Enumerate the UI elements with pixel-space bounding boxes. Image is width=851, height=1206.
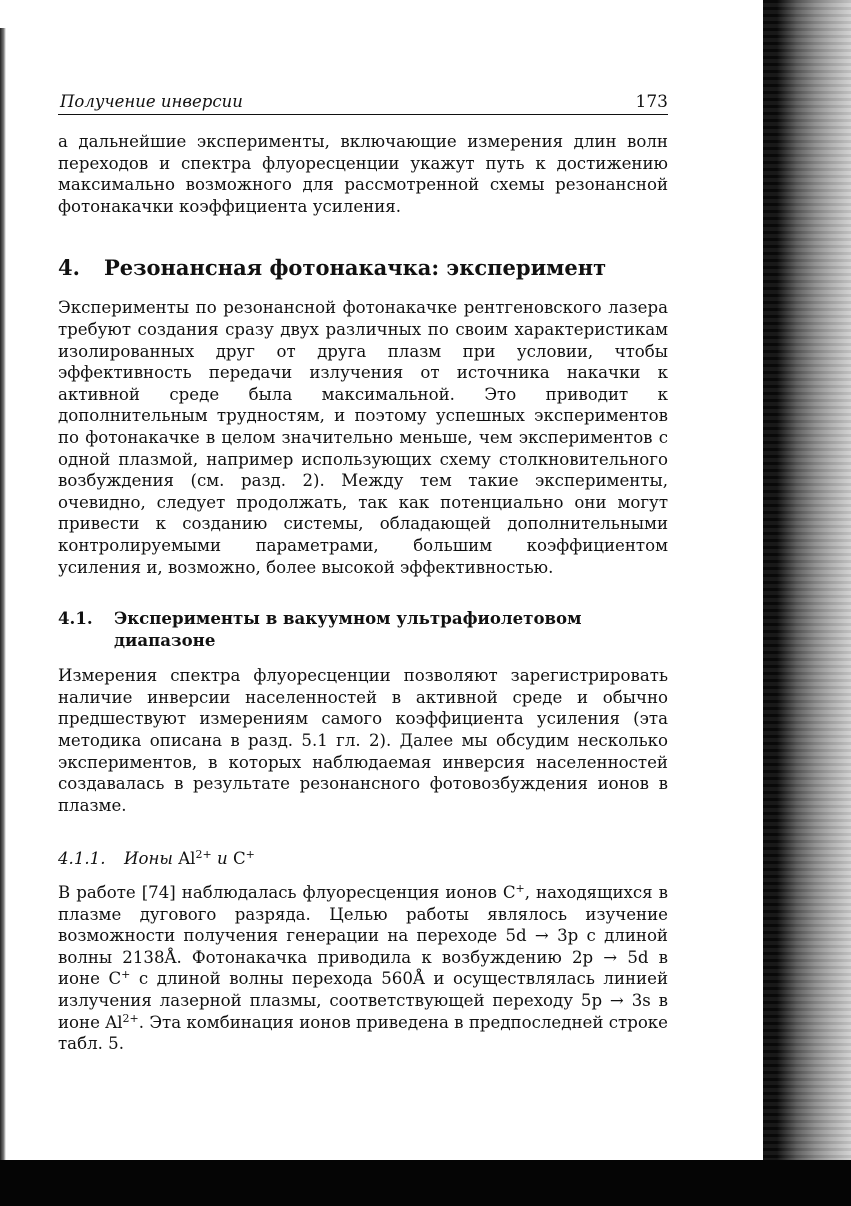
section-4-title: Резонансная фотонакачка: эксперимент — [104, 255, 607, 281]
scan-edge-right — [763, 0, 851, 1206]
scan-edge-bottom — [0, 1160, 851, 1206]
section-4-paragraph: Эксперименты по резонансной фотонакачке рентгеновского лазера требуют создания сразу двух различных по своим характеристикам изолированных друг от друга плазм при условии, чтобы эффективность передачи излучения от источника накачки к активной среде была максимальной. Это приводит к дополнительным трудностям, и поэтому успешных экспериментов по фотонакачке в целом значительно меньше, чем экспериментов с одной плазмой, например использующих схему столкновительного возбуждения (см. разд. 2). Между тем такие эксперименты, очевидно, следует продолжать, так как потенциально они могут привести к созданию системы, обладающей дополнительными контролируемыми параметрами, большим коэффициентом усиления и, возможно, более высокой эффективностью. — [58, 298, 668, 577]
page-number: 173 — [635, 92, 668, 112]
section-4-1-number: 4.1. — [58, 608, 93, 629]
para-sup-2: + — [121, 968, 131, 982]
para-sup-3: 2+ — [122, 1011, 139, 1025]
running-header — [58, 86, 668, 115]
para-text-2: , находящихся в плазме дугового разряда. Целью работы являлось изучение возможности получения генерации на переходе 5d → 3p с длиной волны 2138Å. Фотонакачка приводила к возбуждению 2p → 5d в ионе C — [58, 883, 668, 989]
section-4-number: 4. — [58, 255, 80, 281]
al-symbol: Al — [178, 849, 196, 869]
al-charge: 2+ — [195, 848, 212, 862]
book-page — [58, 86, 668, 1055]
intro-paragraph: а дальнейшие эксперименты, включающие измерения длин волн переходов и спектра флуоресценции укажут путь к достижению максимально возможного для рассмотренной схемы резонансной фотонакачки коэффициента усиления. — [58, 132, 668, 216]
running-title: Получение инверсии — [60, 92, 243, 111]
para-text-3: с длиной волны перехода 560Å и осуществлялась линией излучения лазерной плазмы, соответствующей переходу 5p → 3s в ионе Al — [58, 969, 668, 1032]
para-sup-1: + — [515, 882, 525, 896]
section-4-1-title: Эксперименты в вакуумном ультрафиолетовом диапазоне — [114, 608, 582, 650]
section-4-1-1-ions-word: Ионы — [124, 849, 173, 869]
section-4-1-1-heading — [58, 848, 668, 870]
section-4-heading — [58, 255, 668, 281]
and-word: и — [216, 849, 228, 869]
para-text-1: В работе [74] наблюдалась флуоресценция ионов C — [58, 883, 516, 903]
scan-edge-left — [0, 28, 6, 1188]
para-text-4: . Эта комбинация ионов приведена в предпоследней строке табл. 5. — [58, 1012, 668, 1054]
section-4-1-1-paragraph — [58, 882, 668, 1055]
c-charge: + — [245, 848, 255, 862]
section-4-1-paragraph: Измерения спектра флуоресценции позволяют зарегистрировать наличие инверсии населенностей в активной среде и обычно предшествуют измерениям самого коэффициента усиления (эта методика описана в разд. 5.1 гл. 2). Далее мы обсудим несколько экспериментов, в которых наблюдаемая инверсия населенностей создавалась в результате резонансного фотовозбуждения ионов в плазме. — [58, 666, 668, 815]
section-4-1-1-number: 4.1.1. — [58, 849, 106, 869]
section-4-1-heading — [58, 608, 668, 651]
c-symbol: C — [232, 849, 246, 869]
